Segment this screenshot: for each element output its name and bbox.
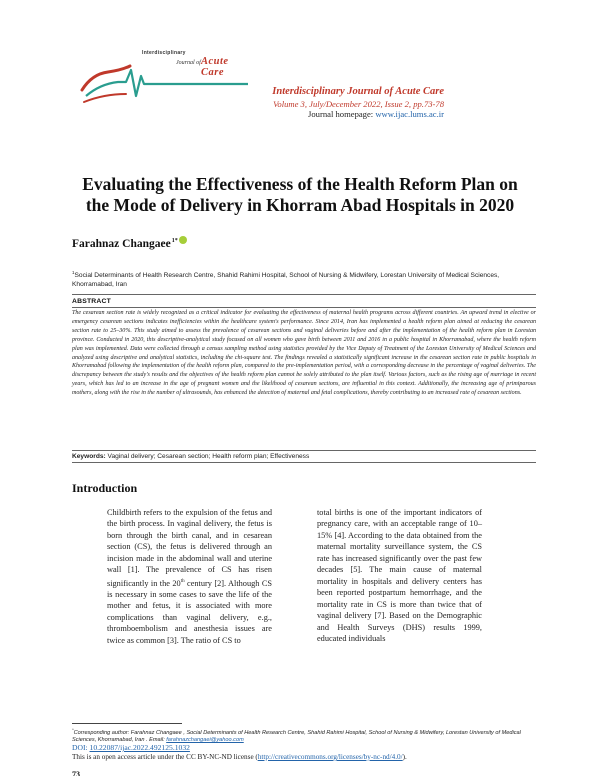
author-line [72,238,187,250]
intro-left-superscript: th [180,578,185,584]
homepage-label: Journal homepage: [308,109,376,119]
abstract-text: The cesarean section rate is widely recognized as a critical indicator for evaluating the effectiveness of maternal health programs across different countries. An upward trend in elective or emergency cesarean sections indicates inefficiencies within the healthcare system's performance. Since 2014, Iran has implemented a health reform plan aimed at reducing the cesarean section rate to 25–30%. This study aimed to assess the prevalence of cesarean sections and vaginal deliveries before and after the implementation of the health reform plan in Lorestan province. Conducted in 2020, this descriptive-analytical study focused on all women who gave birth between 2011 and 2016 in a public hospital in Khorramabad, where the health reform plan was implemented. Data were collected through a census sampling method using statistics provided by the Vice Deputy of Treatment of the Lorestan University of Medical Sciences and analyzed using descriptive and analytical statistics, including the chi-square test. The findings revealed a statistically significant increase in the cesarean section rate in public hospitals in Khorramabad following the implementation of the health reform plan, compared to the pre-implementation period, with a corresponding decrease in the percentage of vaginal deliveries. The discrepancy between the study's results and the objectives of the health reform plan cannot be solely attributed to the plan itself. Various factors, such as the rising age of marriage in recent years, which has led to an increase in the age of pregnant women and the likelihood of cesarean sections, are influential in this context. Additionally, the increasing age of primiparous mothers, along with the rise in the number of ultrasounds, has enhanced the detection of maternal and fetal complications, thereby contributing to an increased rate of cesarean sections. [72,310,536,397]
email-link[interactable]: farahnazchangaei@yahoo.com [166,737,244,744]
orcid-icon[interactable] [179,236,187,244]
abstract-heading-rule [72,307,536,308]
doi-line [72,743,190,752]
affiliation [72,268,536,290]
abstract-top-rule [72,294,536,295]
affiliation-text: Social Determinants of Health Research Centre, Shahid Rahimi Hospital, School of Nursing & Midwifery, Lorestan University of Medical Sciences, Khorramabad, Iran [72,272,500,289]
abstract-heading: ABSTRACT [72,298,111,305]
keywords-list: Vaginal delivery; Cesarean section; Health reform plan; Effectiveness [105,453,310,460]
logo-main-text: Acute Care [201,56,229,78]
journal-volume: Volume 3, July/December 2022, Issue 2, pp.73-78 [273,99,444,109]
author-name: Farahnaz Changaee [72,238,171,250]
journal-title: Interdisciplinary Journal of Acute Care [272,86,444,97]
license-text: This is an open access article under the CC BY-NC-ND license ( [72,753,258,761]
intro-left-text-b: century [2]. Although CS is necessary in some cases to save the life of the mother and fetus, it is associated with more complications than vaginal delivery, e.g., thromboembolism and anesthesia issues are twice as common [3]. The ratio of CS to [107,578,272,645]
keywords-label: Keywords: [72,453,106,460]
intro-column-left [107,507,272,646]
footnote-rule [72,723,182,724]
affiliation-superscript: 1 [72,270,75,275]
journal-logo [78,44,250,116]
doi-link[interactable]: 10.22087/ijac.2022.492125.1032 [89,743,190,752]
journal-homepage [308,109,444,119]
logo-top-text: Interdisciplinary [142,50,186,56]
homepage-link[interactable]: www.ijac.lums.ac.ir [375,109,444,119]
keywords-top-rule [72,450,536,451]
license-line [72,753,407,761]
corresponding-footnote [72,726,536,744]
intro-left-text-a: Childbirth refers to the expulsion of the fetus and the birth process. In vaginal delivery, the fetus is born through the birth canal, and in cesarean section (CS), the fetus is delivered through an incision made in the abdominal wall and uterine wall [1]. The prevalence of CS has risen significantly in the 20 [107,508,272,588]
page-number: 73 [72,770,80,776]
footnote-text: Corresponding author: Farahnaz Changaee , Social Determinants of Health Research Centre, Shahid Rahimi Hospital, School of Nursing & Midwifery, Lorestan University of Medical Sciences, Khorramabad, Iran . Email: [72,729,521,744]
license-link[interactable]: http://creativecommons.org/licenses/by-nc-nd/4.0/ [257,753,403,761]
intro-column-right: total births is one of the important indicators of pregnancy care, with an acceptable range of 10–15% [4]. According to the data obtained from the maternal mortality surveillance system, the CS rate has increased significantly over the past few decades [5]. The main cause of maternal mortality in hospitals and delivery centers has been reported postpartum hemorrhage, and the mortality rate in CS is more than twice that of vaginal delivery [7]. Based on the Demographic and Health Surveys (DHS) results 1999, educated individuals [317,508,482,643]
author-superscript: 1* [171,238,178,245]
article-title: Evaluating the Effectiveness of the Health Reform Plan on the Mode of Delivery in Khorram Abad Hospitals in 2020 [82,174,518,215]
footnote-marker: * [72,727,74,732]
introduction-heading: Introduction [72,481,138,495]
license-end: ). [402,753,407,761]
doi-label: DOI: [72,743,90,752]
logo-of-text: Journal of [176,60,201,66]
keywords-bottom-rule [72,462,536,463]
keywords [72,453,309,460]
